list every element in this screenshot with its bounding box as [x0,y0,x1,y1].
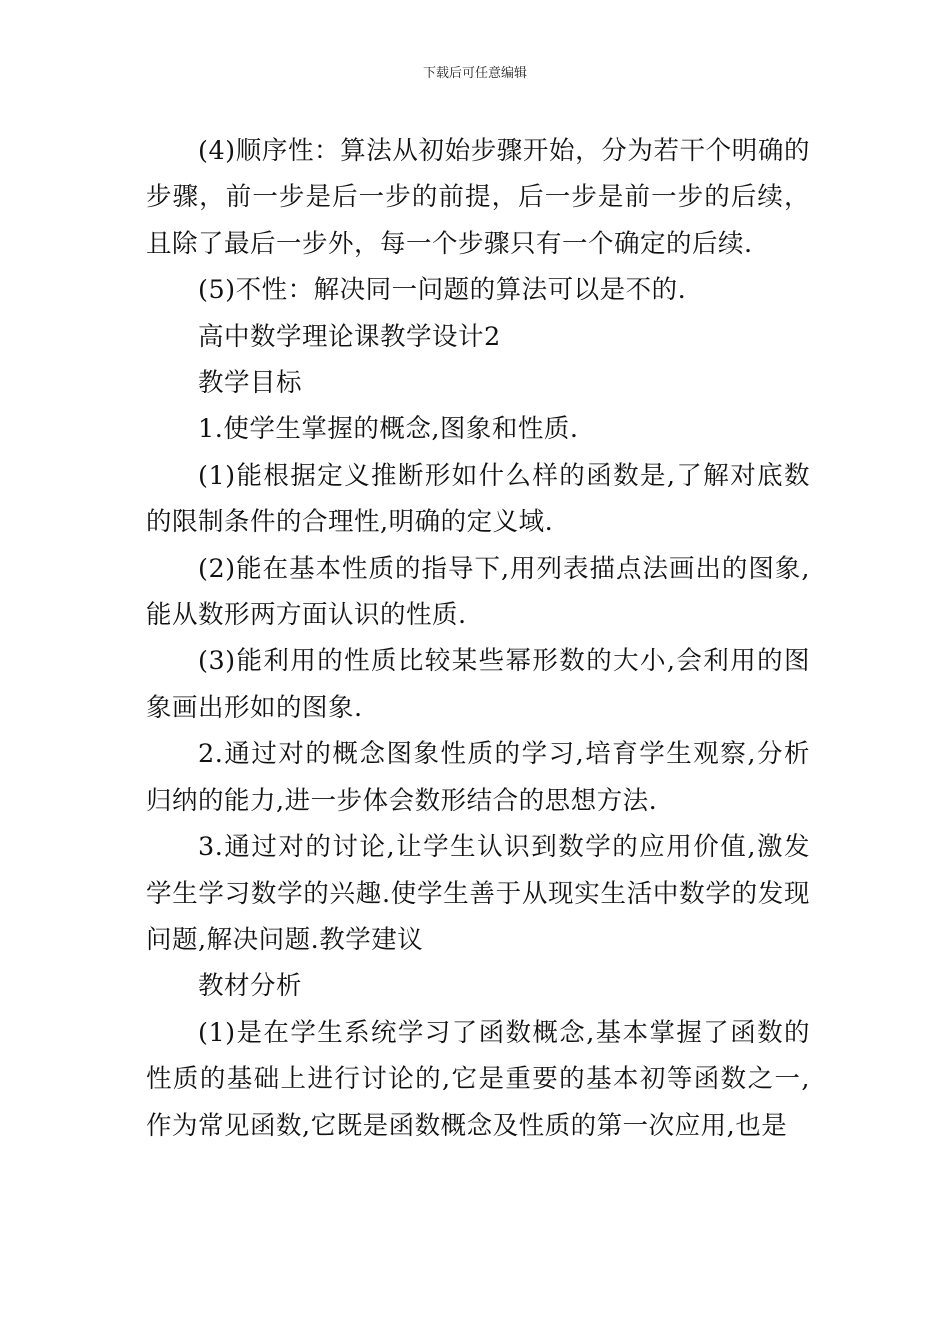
goal-3: 3.通过对的讨论,让学生认识到数学的应用价值,激发学生学习数学的兴趣.使学生善于从现实生活中数学的发现问题,解决问题.教学建议 [146,832,810,955]
section-title-lesson-design: 高中数学理论课教学设计2 [198,321,501,352]
document-body [146,128,810,1149]
paragraph-ordering-property: (4)顺序性：算法从初始步骤开始，分为若干个明确的步骤，前一步是后一步的前提，后一步是前一步的后续，且除了最后一步外，每一个步骤只有一个确定的后续. [146,136,810,259]
goal-1-item-1: (1)能根据定义推断形如什么样的函数是,了解对底数的限制条件的合理性,明确的定义域. [146,460,810,538]
goal-1-item-3: (3)能利用的性质比较某些幂形数的大小,会利用的图象画出形如的图象. [146,646,810,723]
goal-2: 2.通过对的概念图象性质的学习,培育学生观察,分析归纳的能力,进一步体会数形结合的思想方法. [146,739,810,816]
heading-textbook-analysis: 教材分析 [198,971,303,1002]
goal-1: 1.使学生掌握的概念,图象和性质. [198,414,579,445]
analysis-item-1: (1)是在学生系统学习了函数概念,基本掌握了函数的性质的基础上进行讨论的,它是重要的基本初等函数之一,作为常见函数,它既是函数概念及性质的第一次应用,也是 [146,1017,810,1141]
page-header-note: 下载后可任意编辑 [422,66,527,81]
heading-teaching-goals: 教学目标 [198,368,303,399]
paragraph-uncertainty-property: (5)不性：解决同一问题的算法可以是不的. [198,275,687,306]
goal-1-item-2: (2)能在基本性质的指导下,用列表描点法画出的图象,能从数形两方面认识的性质. [146,553,810,631]
